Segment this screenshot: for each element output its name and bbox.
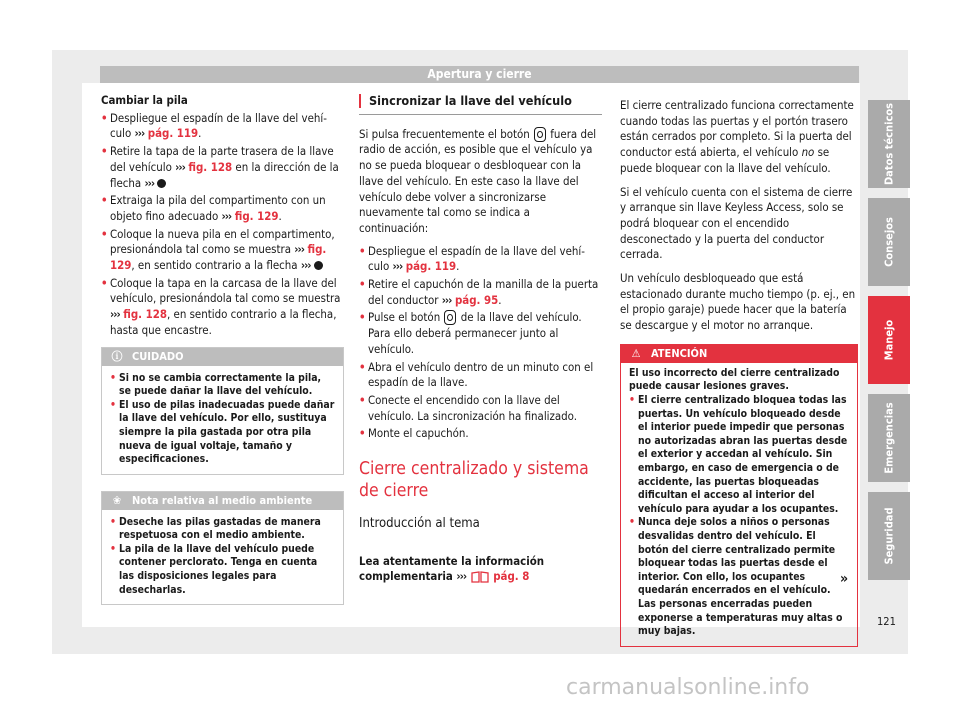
callout-marker-icon <box>157 179 166 188</box>
column-middle <box>359 93 602 585</box>
page-reference-link[interactable]: pág. 95 <box>451 292 499 307</box>
cross-reference-arrows: ››› <box>456 569 467 584</box>
warning-box-header <box>621 345 857 363</box>
caution-box-header <box>102 348 343 366</box>
warning-box-body <box>621 363 857 646</box>
warning-triangle-icon: ⚠ <box>631 346 641 360</box>
environment-note-body <box>102 510 343 605</box>
cross-reference-arrows: ››› <box>110 307 120 322</box>
list-item: • Despliegue el espadín de la llave del vehí-culo ››› pág. 119. <box>359 243 585 274</box>
page-reference-link[interactable]: pág. 119 <box>402 259 457 274</box>
environment-note-header <box>102 492 343 510</box>
cross-reference-arrows: ››› <box>175 159 185 174</box>
list-item: • Nunca deje solos a niños o personas desvalidas dentro del vehículo. El botón del cierre centralizado permite bloquear todas las puertas desde el interior. Con ello, los ocupantes quedarán encerrados en el vehículo. Las personas encerradas pueden exponerse a temperaturas muy altas o muy bajas. <box>629 516 843 638</box>
paragraph: Si el vehículo cuenta con el sistema de cierre y arranque sin llave Keyless Access, solo se podrá bloquear con el encendido desconectado y la puerta del conductor cerrada. <box>620 184 853 262</box>
step-list <box>359 244 602 309</box>
lock-button-icon <box>444 310 456 325</box>
lock-button-icon <box>534 127 546 142</box>
list-item: • La pila de la llave del vehículo puede contener perclorato. Tenga en cuenta las disposiciones legales para desecharlas. <box>110 542 318 596</box>
list-item: • Extraiga la pila del compartimento con un objeto fino adecuado ››› fig. 129. <box>101 193 326 223</box>
chapter-title: Cierre centralizado y sistema de cierre <box>359 459 589 502</box>
warning-box <box>620 344 858 647</box>
subheading: Cambiar la pila <box>101 93 188 107</box>
caution-box-body <box>102 366 343 474</box>
read-more-note: Lea atentamente la información complementaria ››› pág. 8 <box>359 553 545 584</box>
continued-marker: » <box>840 571 849 587</box>
cross-reference-arrows: ››› <box>294 242 304 257</box>
column-right <box>620 98 858 647</box>
cross-reference-arrows: ››› <box>144 175 155 190</box>
cross-reference-arrows: ››› <box>134 126 145 141</box>
intro-paragraph: Si pulsa frecuentemente el botón fuera del radio de acción, es posible que el vehículo ya no se pueda bloquear o desbloquear con la llave del vehículo. En este caso la llave del vehículo debe volver a sincronizarse nuevamente tal como se indica a continuación: <box>359 126 597 235</box>
list-item: • Monte el capuchón. <box>359 426 469 441</box>
list-item: • Coloque la nueva pila en el compartimento, presionándola tal como se muestra ››› fig. 129, en sentido contrario a la flecha ››› <box>101 226 335 273</box>
cross-reference-arrows: ››› <box>441 292 452 307</box>
leaf-icon: ❀ <box>112 493 122 507</box>
tab-emergencias[interactable]: Emergencias <box>868 394 910 482</box>
page-header: Apertura y cierre <box>100 66 859 83</box>
list-item: • Retire el capuchón de la manilla de la puerta del conductor ››› pág. 95. <box>359 277 599 307</box>
page-reference-link[interactable]: fig. 128 <box>119 307 168 322</box>
column-left <box>101 93 344 605</box>
warning-title: ATENCIÓN <box>651 346 708 360</box>
environment-note-box <box>101 491 344 606</box>
callout-marker-icon <box>314 261 323 270</box>
cross-reference-arrows: ››› <box>221 208 232 223</box>
list-item: • Abra el vehículo dentro de un minuto con el espadín de la llave. <box>359 359 594 390</box>
caution-box <box>101 347 344 475</box>
cross-reference-arrows: ››› <box>392 259 403 274</box>
list-item: • Despliegue el espadín de la llave del vehí-culo ››› pág. 119. <box>101 110 327 141</box>
list-item: • Conecte el encendido con la llave del vehículo. La sincronización ha finalizado. <box>359 392 577 423</box>
paragraph: El cierre centralizado funciona correctamente cuando todas las puertas y el portón trasero están cerrados por completo. Si la puerta del conductor está abierta, el vehículo no se puede bloquear con la llave del vehículo. <box>620 98 854 175</box>
page-reference-link[interactable]: fig. 129 <box>231 208 279 223</box>
page-reference-link[interactable]: pág. 119 <box>144 126 199 141</box>
section-title: Sincronizar la llave del vehículo <box>359 93 602 115</box>
watermark: carmanualsonline.info <box>566 675 810 700</box>
page-number: 121 <box>877 615 896 628</box>
page-reference-link[interactable]: pág. 8 <box>489 569 530 584</box>
info-circle-icon: ⓘ <box>111 349 123 363</box>
list-item: • Pulse el botón de la llave del vehículo. Para ello deberá permanecer junto al vehículo. <box>359 310 582 356</box>
tab-datos-tecnicos[interactable]: Datos técnicos <box>868 100 910 188</box>
paragraph: Un vehículo desbloqueado que está estacionado durante mucho tiempo (p. ej., en el propio garaje) puede hacer que la batería se descargue y el motor no arranque. <box>620 271 856 333</box>
warning-lead: El uso incorrecto del cierre centralizado puede causar lesiones graves. <box>629 366 840 393</box>
tab-seguridad[interactable]: Seguridad <box>868 492 910 580</box>
list-item: • Si no se cambia correctamente la pila, se puede dañar la llave del vehículo. <box>110 371 322 398</box>
list-item: • El cierre centralizado bloquea todas las puertas. Un vehículo bloqueado desde el interior puede impedir que personas no autorizadas abran las puertas desde el exterior y accedan al vehículo. Sin embargo, en caso de emergencia o de accidente, las puertas bloqueadas dificultan el acceso al interior del vehículo para ayudar a los ocupantes. <box>629 394 848 515</box>
cross-reference-arrows: ››› <box>300 258 311 273</box>
chapter-subtitle: Introducción al tema <box>359 516 480 532</box>
list-item: • Coloque la tapa en la carcasa de la llave del vehículo, presionándola tal como se muestra ››› fig. 128, en sentido contrario a la flecha, hasta que encastre. <box>101 275 341 337</box>
tab-manejo[interactable]: Manejo <box>868 296 910 384</box>
environment-note-title: Nota relativa al medio ambiente <box>132 493 313 507</box>
list-item: • Retire la tapa de la parte trasera de la llave del vehículo ››› fig. 128 en la dirección de la flecha ››› <box>101 144 339 190</box>
list-item: • Deseche las pilas gastadas de manera respetuosa con el medio ambiente. <box>110 515 321 542</box>
caution-title: CUIDADO <box>132 349 184 363</box>
step-list <box>101 111 344 339</box>
tab-consejos[interactable]: Consejos <box>868 198 910 286</box>
book-icon <box>470 571 490 583</box>
page-reference-link[interactable]: fig. 129 <box>110 242 327 273</box>
page-reference-link[interactable]: fig. 128 <box>184 159 233 174</box>
list-item: • El uso de pilas inadecuadas puede dañar la llave del vehículo. Por ello, sustituya siempre la pila gastada por otra pila nueva de igual voltaje, tamaño y especificaciones. <box>110 398 335 466</box>
